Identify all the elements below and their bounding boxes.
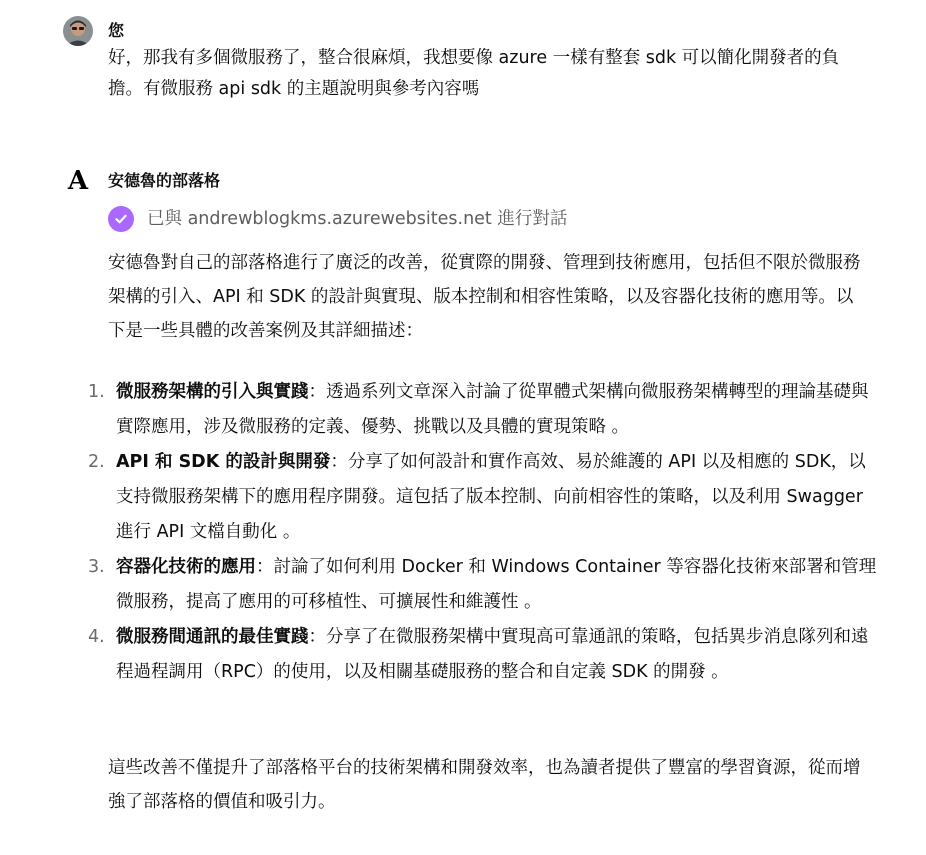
- list-item-number: 2.: [88, 452, 105, 472]
- improvement-list: [88, 375, 878, 690]
- list-item-title: 微服務架構的引入與實踐: [116, 382, 309, 402]
- user-message-header: [63, 16, 124, 46]
- assistant-outro-text: 這些改善不僅提升了部落格平台的技術架構和開發效率，也為讀者提供了豐富的學習資源，從而增強了部落格的價值和吸引力。: [108, 758, 861, 812]
- list-item-number: 1.: [88, 382, 105, 402]
- list-item-number: 3.: [88, 557, 105, 577]
- list-item-title: 容器化技術的應用: [116, 557, 256, 577]
- list-item-title: API 和 SDK 的設計與開發: [116, 452, 331, 472]
- list-item-body: ：分享了在微服務架構中實現高可靠通訊的策略，包括異步消息隊列和遠程過程調用（RPC）的使用，以及相關基礎服務的整合和自定義 SDK 的開發 。: [116, 627, 869, 682]
- list-item: [88, 620, 878, 690]
- list-item-body: ：討論了如何利用 Docker 和 Windows Container 等容器化技術來部署和管理微服務，提高了應用的可移植性、可擴展性和維護性 。: [116, 557, 877, 612]
- user-author-name: 您: [108, 21, 125, 40]
- user-message-text: 好，那我有多個微服務了，整合很麻煩，我想要像 azure 一樣有整套 sdk 可以簡化開發者的負擔。有微服務 api sdk 的主題說明與參考內容嗎: [108, 48, 840, 99]
- list-item: [88, 550, 878, 620]
- list-item-body: ：透過系列文章深入討論了從單體式架構向微服務架構轉型的理論基礎與實際應用，涉及微服務的定義、優勢、挑戰以及具體的實現策略 。: [116, 382, 869, 437]
- list-item-number: 4.: [88, 627, 105, 647]
- gpt-logo-glyph: A: [67, 166, 89, 196]
- list-item: [88, 445, 878, 550]
- assistant-intro-text: 安德魯對自己的部落格進行了廣泛的改善，從實際的開發、管理到技術應用，包括但不限於微服務架構的引入、API 和 SDK 的設計與實現、版本控制和相容性策略，以及容器化技術的應用等。以下是一些具體的改善案例及其詳細描述：: [108, 253, 861, 341]
- list-item-body: ：分享了如何設計和實作高效、易於維護的 API 以及相應的 SDK，以支持微服務架構下的應用程序開發。這包括了版本控制、向前相容性的策略，以及利用 Swagger 進行 API 文檔自動化 。: [116, 452, 866, 542]
- assistant-message-header: [63, 166, 220, 196]
- tool-call-status[interactable]: [108, 205, 567, 233]
- assistant-author-name: 安德魯的部落格: [108, 171, 221, 190]
- list-item-title: 微服務間通訊的最佳實踐: [116, 627, 309, 647]
- user-avatar: [63, 16, 93, 46]
- check-circle-icon: [108, 206, 134, 232]
- list-item: [88, 375, 878, 445]
- user-photo-icon: [63, 16, 93, 46]
- gpt-logo-icon: [63, 166, 93, 196]
- tool-status-text: 已與 andrewblogkms.azurewebsites.net 進行對話: [147, 209, 568, 229]
